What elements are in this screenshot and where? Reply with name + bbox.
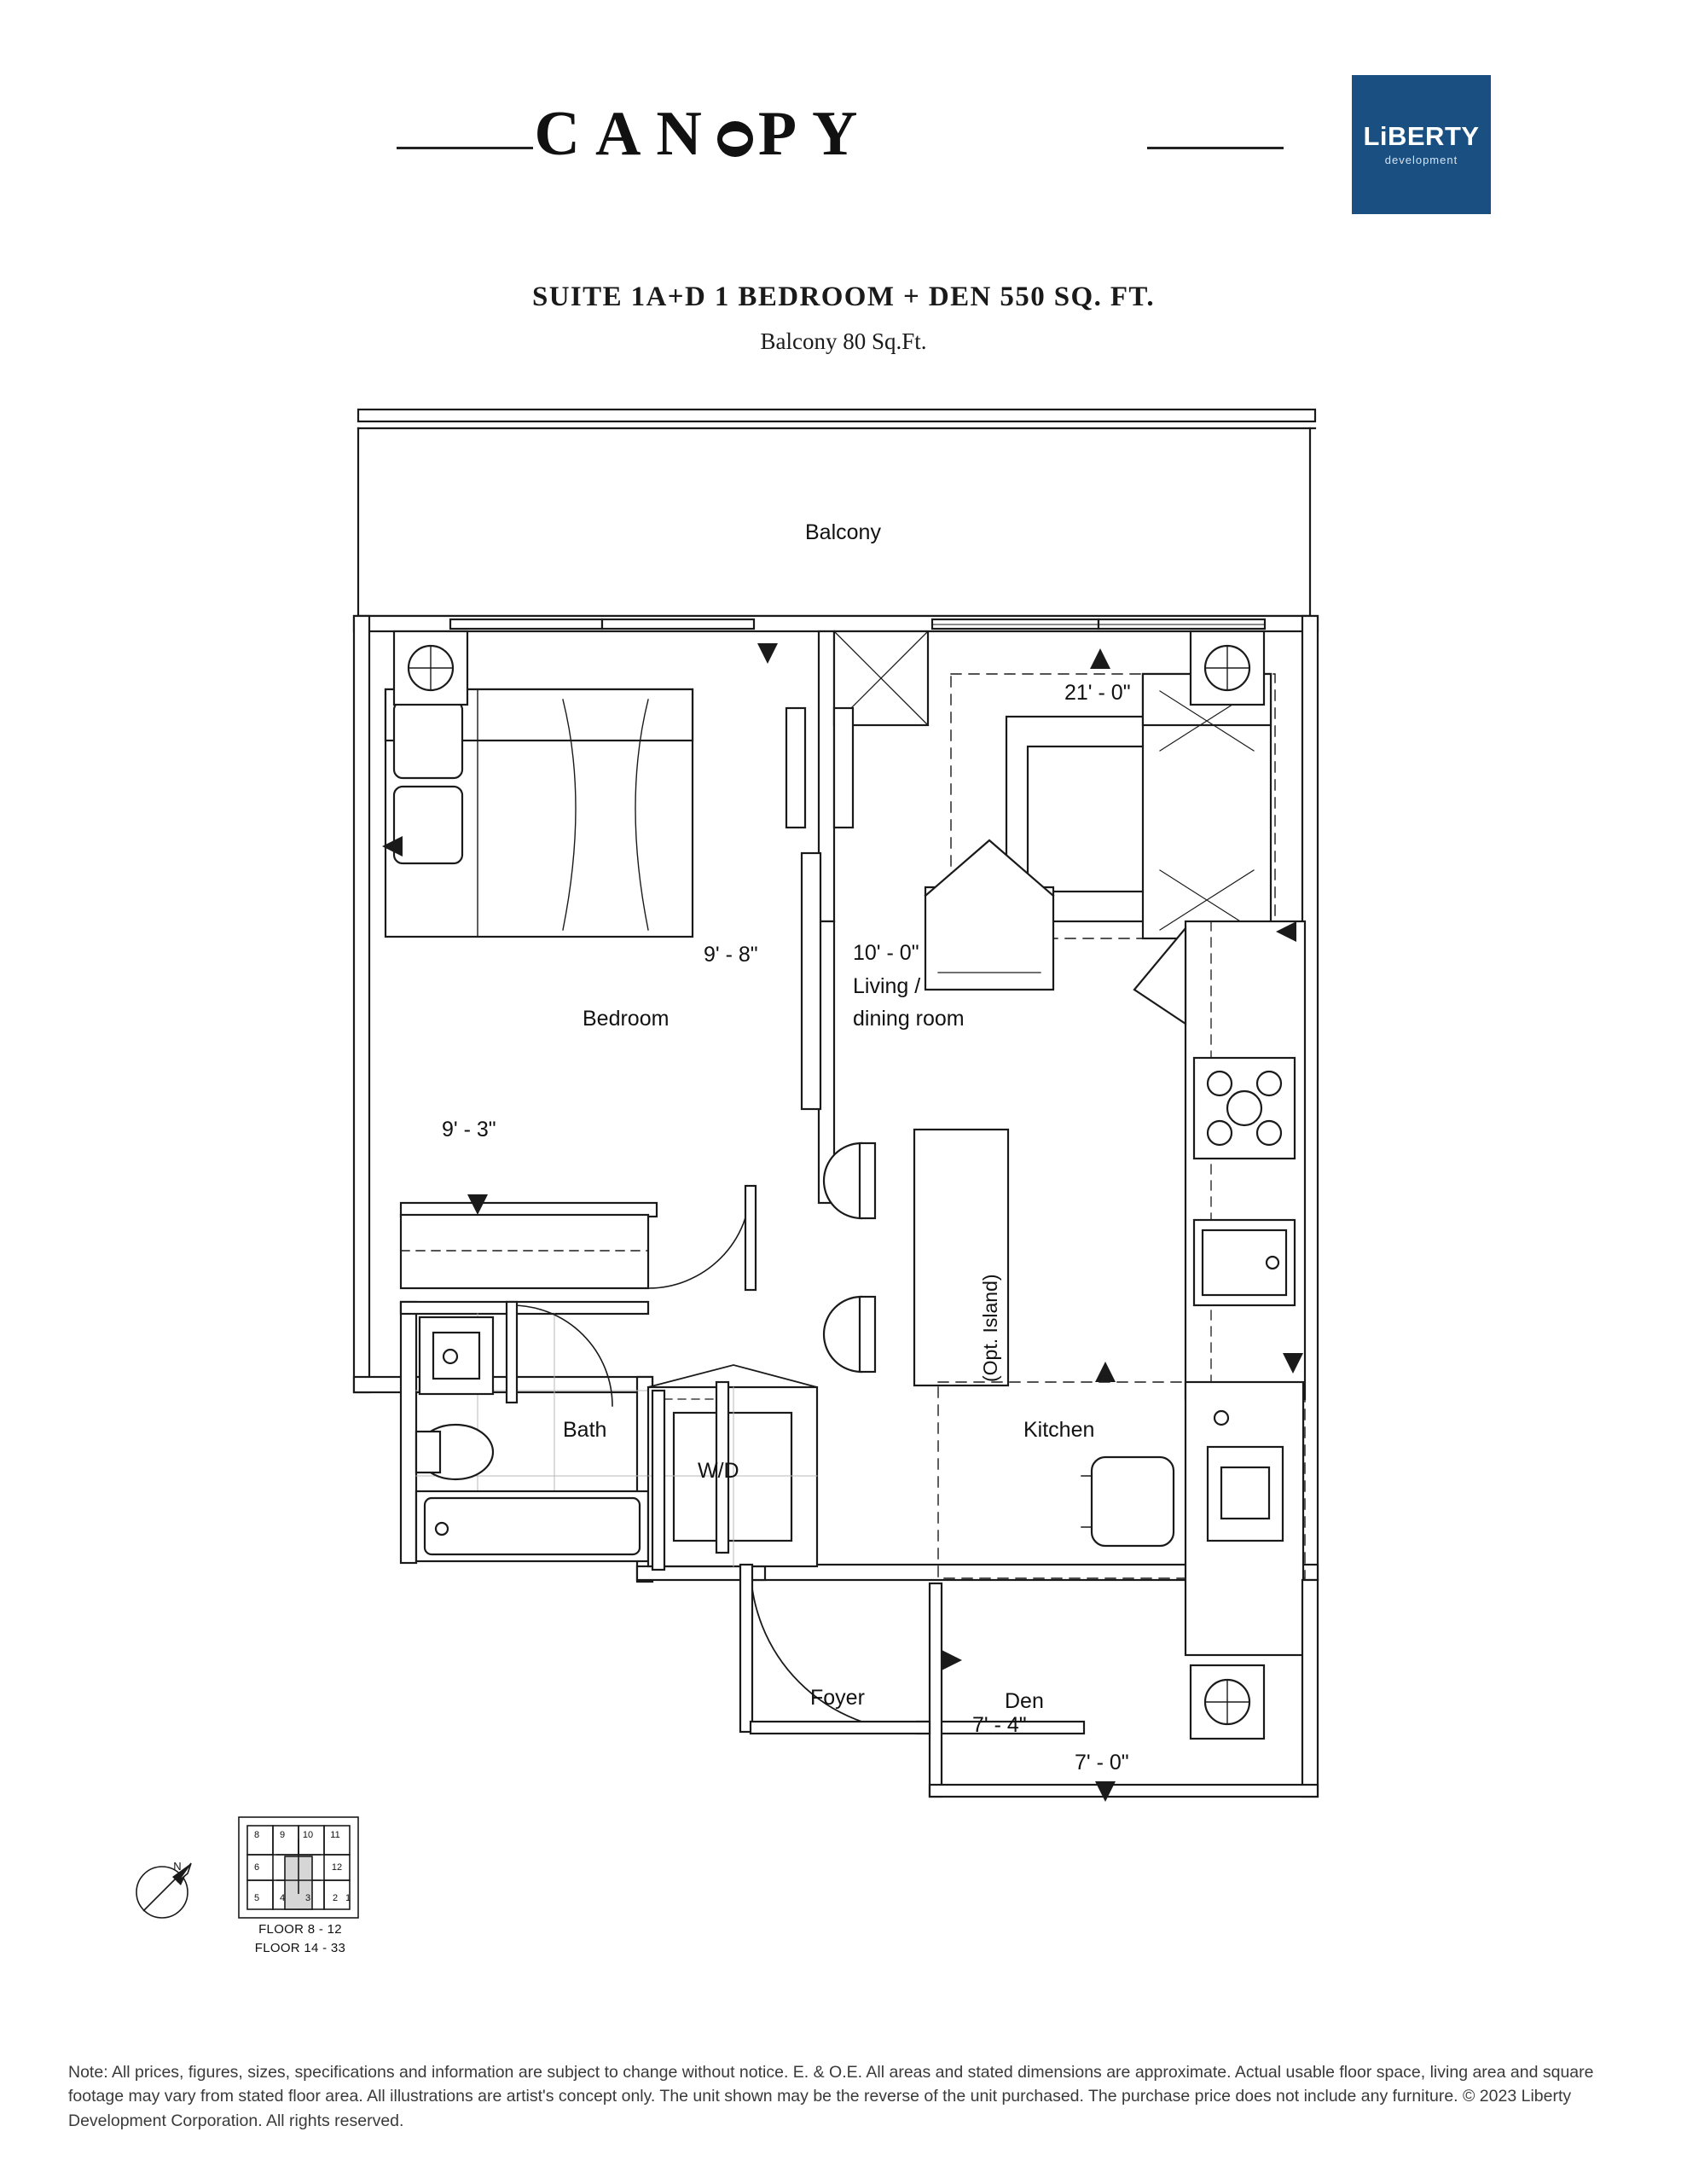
room-label-foyer: Foyer — [810, 1686, 865, 1710]
developer-tagline: development — [1384, 154, 1458, 166]
developer-logo — [1352, 75, 1491, 214]
room-label-bath: Bath — [563, 1418, 607, 1442]
keyplan-unit-12: 12 — [331, 1862, 343, 1873]
brand-letter-n: N — [656, 99, 717, 169]
keyplan-block — [128, 1792, 409, 1971]
keyplan-unit-9: 9 — [279, 1830, 286, 1840]
dimension-label-bedroom-length: 9' - 8" — [704, 943, 758, 967]
brand-letter-a: A — [594, 99, 657, 169]
keyplan-caption-line2: FLOOR 14 - 33 — [254, 1941, 346, 1955]
keyplan-unit-4: 4 — [279, 1893, 286, 1903]
keyplan-unit-2: 2 — [332, 1893, 339, 1903]
dimension-label-bedroom-width: 9' - 3" — [442, 1118, 496, 1141]
room-label-living-line2: dining room — [853, 1007, 965, 1031]
dimension-label-living-depth: 10' - 0" — [853, 941, 919, 965]
floorplan-drawing — [0, 375, 1687, 1962]
dimension-label-living-width: 21' - 0" — [1064, 681, 1131, 705]
brand-letter-y: Y — [812, 99, 873, 169]
page-header — [0, 0, 1687, 230]
dimension-label-den-depth: 7' - 4" — [972, 1713, 1027, 1737]
keyplan-unit-10: 10 — [302, 1830, 314, 1840]
keyplan-caption-line1: FLOOR 8 - 12 — [258, 1922, 342, 1937]
keyplan-unit-8: 8 — [253, 1830, 260, 1840]
room-label-bedroom: Bedroom — [583, 1007, 670, 1031]
brand-wordmark — [0, 98, 1407, 171]
dimension-label-den-width: 7' - 0" — [1075, 1751, 1129, 1774]
compass-north-label: N — [173, 1860, 182, 1873]
room-label-kitchen: Kitchen — [1023, 1418, 1095, 1442]
room-label-den: Den — [1005, 1689, 1044, 1713]
keyplan-unit-1: 1 — [345, 1893, 351, 1903]
keyplan-unit-5: 5 — [253, 1893, 260, 1903]
page-title: SUITE 1A+D 1 BEDROOM + DEN 550 SQ. FT. — [531, 282, 1156, 312]
developer-name: LiBERTY — [1363, 121, 1480, 151]
keyplan-unit-11: 11 — [330, 1830, 340, 1840]
keyplan-svg — [128, 1792, 409, 1941]
room-label-living-line1: Living / — [853, 974, 921, 998]
keyplan-unit-6: 6 — [253, 1862, 260, 1873]
brand-letter-p: P — [757, 99, 813, 169]
brand-letter-o-icon — [717, 121, 753, 157]
keyplan-unit-3: 3 — [304, 1893, 311, 1903]
brand-letter-c: C — [534, 99, 595, 169]
floorplan-svg — [0, 375, 1687, 1962]
room-label-optional-island: (Opt. Island) — [979, 1274, 1001, 1382]
page-subtitle: Balcony 80 Sq.Ft. — [760, 328, 927, 354]
room-label-balcony: Balcony — [805, 520, 881, 544]
legal-note: Note: All prices, figures, sizes, specifications and information are subject to change without notice. E. & O.E. All areas and stated dimensions are approximate. Actual usable floor space, living area and square footage may vary from stated floor area. All illustrations are artist's concept only. The unit shown may be the reverse of the unit purchased. The purchase price does not include any furniture. © 2023 Liberty Development Corporation. All rights reserved. — [68, 2063, 1594, 2130]
room-label-washer-dryer: W/D — [698, 1459, 739, 1483]
